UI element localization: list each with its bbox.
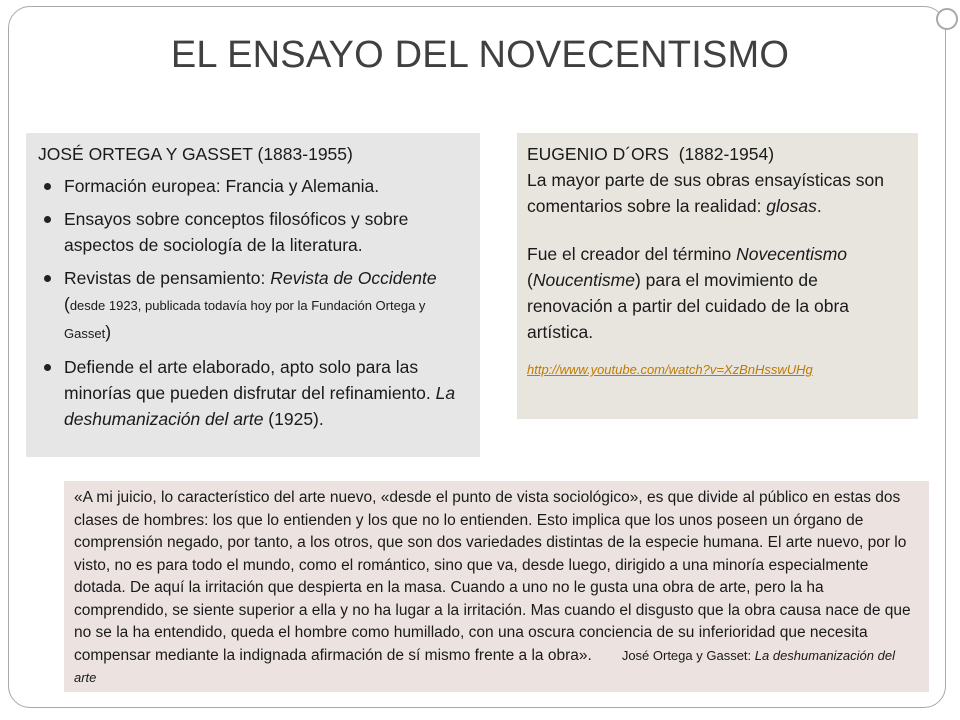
dors-p2-text: Fue el creador del término xyxy=(527,244,737,264)
dors-panel xyxy=(517,133,918,419)
youtube-link[interactable]: http://www.youtube.com/watch?v=XzBnHsswUHg xyxy=(527,362,813,377)
dors-p1-end: . xyxy=(816,196,822,216)
paren-close: ) xyxy=(105,322,112,342)
ortega-panel xyxy=(26,133,480,457)
ortega-bullet-2: Ensayos sobre conceptos filosóficos y sobre aspectos de sociología de la literatura. xyxy=(38,206,466,258)
quote-panel xyxy=(64,481,929,692)
ortega-bullet-1: Formación europea: Francia y Alemania. xyxy=(38,173,466,199)
glosas-term: glosas xyxy=(766,196,817,216)
dors-heading xyxy=(527,141,904,167)
revista-note: desde 1923, publicada todavía hoy por la Fundación Ortega y Gasset xyxy=(64,298,426,341)
dors-paragraph-1 xyxy=(527,167,904,219)
corner-ring-decoration xyxy=(936,8,958,30)
ortega-dates: (1883-1955) xyxy=(257,144,353,164)
attribution-work: La deshumanización del arte xyxy=(74,647,895,685)
paren-open: ( xyxy=(64,294,70,314)
revista-title: Revista de Occidente xyxy=(270,268,437,288)
dors-p2-mid: ( xyxy=(527,270,533,290)
dors-dates: (1882-1954) xyxy=(678,144,775,164)
dors-p1-text: La mayor parte de sus obras ensayísticas son comentarios sobre la realidad: xyxy=(527,170,884,216)
ortega-bullet-list xyxy=(38,173,466,432)
dors-p2-end: ) para el movimiento de renovación a partir del cuidado de la obra artística. xyxy=(527,270,850,342)
ortega-bullet-3-text: Revistas de pensamiento: xyxy=(64,268,271,288)
book-year: (1925). xyxy=(263,409,324,429)
book-title: La deshumanización del arte xyxy=(64,383,456,429)
ortega-bullet-3 xyxy=(38,265,466,347)
ortega-bullet-4 xyxy=(38,354,466,432)
quote-text: «A mi juicio, lo característico del arte nuevo, «desde el punto de vista sociológico», es que divide al público en estas dos clases de hombres: los que lo entienden y los que no lo entienden. Esto implica que los unos poseen un órgano de comprensión negado, por tanto, a los otros, que son dos variedades distintas de la especie humana. El arte nuevo, por lo visto, no es para todo el mundo, como el romántico, sino que va, desde luego, dirigido a una minoría especialmente dotada. De aquí la irritación que despierta en la masa. Cuando a uno no le gusta una obra de arte, pero la ha comprendido, se siente superior a ella y no ha lugar a la irritación. Mas cuando el disgusto que la obra causa nace de que no se la ha entendido, queda el hombre como humillado, con una oscura conciencia de su inferioridad que necesita compensar mediante la indignada afirmación de sí mismo frente a la obra». xyxy=(74,489,911,664)
slide-title: EL ENSAYO DEL NOVECENTISMO xyxy=(170,34,790,76)
paragraph-gap xyxy=(527,219,904,241)
attribution-author: José Ortega y Gasset: xyxy=(621,647,755,663)
noucentisme-term: Noucentisme xyxy=(532,270,635,290)
ortega-name: JOSÉ ORTEGA Y GASSET xyxy=(38,144,253,164)
dors-paragraph-2 xyxy=(527,241,904,345)
novecentismo-term: Novecentismo xyxy=(736,244,848,264)
ortega-heading xyxy=(38,141,466,167)
dors-name: EUGENIO D´ORS xyxy=(527,144,669,164)
ortega-bullet-4-text: Defiende el arte elaborado, apto solo para las minorías que pueden disfrutar del refinamiento. xyxy=(64,357,436,403)
